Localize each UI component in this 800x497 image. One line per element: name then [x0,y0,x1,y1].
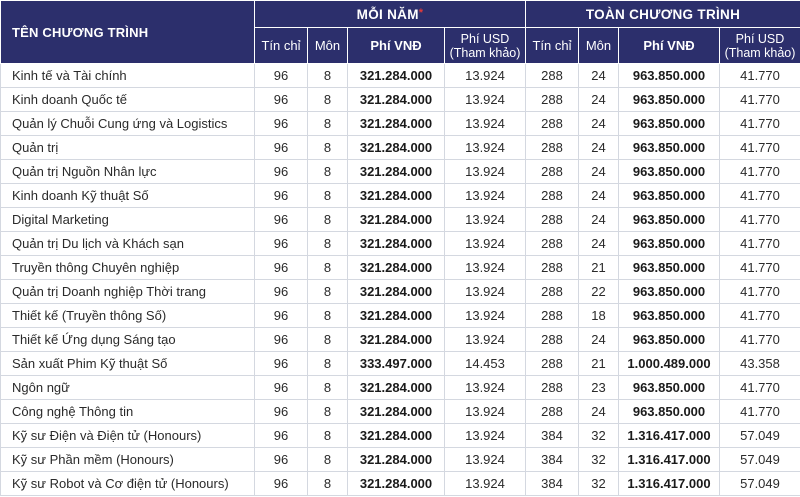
year-fee-usd-cell: 13.924 [445,376,526,400]
program-fee-vnd-cell: 1.316.417.000 [619,448,720,472]
year-courses-cell: 8 [308,448,348,472]
year-fee-usd-cell: 13.924 [445,64,526,88]
table-header [1,1,800,64]
fee-usd-label: Phí USD [735,31,785,46]
program-credits-cell: 288 [526,400,579,424]
table-row [1,448,800,472]
whole-program-header: TOÀN CHƯƠNG TRÌNH [526,1,800,28]
table-row [1,88,800,112]
year-credits-cell: 96 [255,328,308,352]
year-fee-vnd-cell: 321.284.000 [348,64,445,88]
program-fee-usd-cell: 41.770 [720,232,800,256]
year-credits-cell: 96 [255,400,308,424]
program-courses-cell: 24 [579,232,619,256]
per-year-label: MỖI NĂM [356,6,419,22]
table-body [1,64,800,496]
table-row [1,256,800,280]
table-row [1,208,800,232]
year-credits-cell: 96 [255,352,308,376]
program-courses-cell: 24 [579,112,619,136]
program-name-cell: Quản trị Du lịch và Khách sạn [1,232,255,256]
program-courses-cell: 24 [579,64,619,88]
year-fee-usd-cell: 13.924 [445,304,526,328]
program-courses-cell: 21 [579,256,619,280]
year-credits-cell: 96 [255,64,308,88]
program-fee-usd-header [720,28,800,64]
program-credits-cell: 288 [526,64,579,88]
program-credits-cell: 288 [526,352,579,376]
program-fee-usd-cell: 41.770 [720,304,800,328]
program-credits-cell: 384 [526,424,579,448]
program-credits-header: Tín chỉ [526,28,579,64]
year-fee-vnd-cell: 321.284.000 [348,328,445,352]
program-courses-cell: 24 [579,88,619,112]
program-fee-usd-cell: 41.770 [720,184,800,208]
program-credits-cell: 384 [526,448,579,472]
year-credits-cell: 96 [255,184,308,208]
program-courses-cell: 24 [579,400,619,424]
program-fee-usd-cell: 57.049 [720,472,800,496]
program-fee-vnd-cell: 1.316.417.000 [619,424,720,448]
year-credits-cell: 96 [255,256,308,280]
year-courses-cell: 8 [308,208,348,232]
program-fee-usd-cell: 57.049 [720,448,800,472]
year-credits-cell: 96 [255,208,308,232]
year-credits-cell: 96 [255,472,308,496]
program-fee-vnd-cell: 963.850.000 [619,256,720,280]
program-credits-cell: 384 [526,472,579,496]
table-row [1,64,800,88]
year-courses-cell: 8 [308,112,348,136]
program-fee-vnd-cell: 963.850.000 [619,88,720,112]
year-courses-cell: 8 [308,64,348,88]
program-fee-usd-cell: 41.770 [720,160,800,184]
program-fee-usd-cell: 43.358 [720,352,800,376]
program-fee-vnd-cell: 963.850.000 [619,208,720,232]
year-fee-vnd-cell: 321.284.000 [348,448,445,472]
year-courses-cell: 8 [308,328,348,352]
table-row [1,112,800,136]
year-courses-cell: 8 [308,136,348,160]
table-row [1,184,800,208]
program-fee-vnd-cell: 963.850.000 [619,184,720,208]
program-credits-cell: 288 [526,328,579,352]
program-credits-cell: 288 [526,232,579,256]
program-credits-cell: 288 [526,280,579,304]
year-fee-usd-cell: 13.924 [445,280,526,304]
year-fee-vnd-cell: 321.284.000 [348,472,445,496]
program-credits-cell: 288 [526,160,579,184]
program-fee-vnd-cell: 963.850.000 [619,112,720,136]
reference-label: (Tham khảo) [449,45,521,60]
year-credits-header: Tín chỉ [255,28,308,64]
year-credits-cell: 96 [255,424,308,448]
year-fee-usd-cell: 13.924 [445,256,526,280]
program-fee-usd-cell: 41.770 [720,400,800,424]
year-fee-vnd-cell: 321.284.000 [348,136,445,160]
year-credits-cell: 96 [255,280,308,304]
program-credits-cell: 288 [526,112,579,136]
table-row [1,400,800,424]
program-name-cell: Công nghệ Thông tin [1,400,255,424]
year-fee-usd-header [445,28,526,64]
fee-usd-label: Phí USD [460,31,510,46]
year-credits-cell: 96 [255,304,308,328]
program-fee-usd-cell: 41.770 [720,256,800,280]
year-courses-cell: 8 [308,256,348,280]
program-name-cell: Kỹ sư Robot và Cơ điện tử (Honours) [1,472,255,496]
program-fee-vnd-cell: 1.316.417.000 [619,472,720,496]
per-year-header [255,1,526,28]
year-credits-cell: 96 [255,232,308,256]
year-fee-vnd-cell: 321.284.000 [348,304,445,328]
program-credits-cell: 288 [526,376,579,400]
year-fee-usd-cell: 14.453 [445,352,526,376]
year-fee-vnd-cell: 321.284.000 [348,232,445,256]
year-courses-cell: 8 [308,184,348,208]
program-name-cell: Thiết kế Ứng dụng Sáng tạo [1,328,255,352]
program-courses-cell: 18 [579,304,619,328]
table-row [1,304,800,328]
program-courses-cell: 24 [579,184,619,208]
program-courses-cell: 23 [579,376,619,400]
year-fee-usd-cell: 13.924 [445,208,526,232]
program-credits-cell: 288 [526,208,579,232]
year-fee-vnd-cell: 321.284.000 [348,400,445,424]
reference-label: (Tham khảo) [724,45,796,60]
program-fee-usd-cell: 57.049 [720,424,800,448]
program-fee-usd-cell: 41.770 [720,328,800,352]
asterisk-mark: * [418,6,424,19]
year-fee-usd-cell: 13.924 [445,112,526,136]
table-row [1,232,800,256]
program-fee-vnd-cell: 963.850.000 [619,328,720,352]
program-fee-usd-cell: 41.770 [720,208,800,232]
program-courses-cell: 24 [579,328,619,352]
program-fee-vnd-cell: 963.850.000 [619,280,720,304]
year-fee-usd-cell: 13.924 [445,232,526,256]
year-courses-cell: 8 [308,424,348,448]
program-credits-cell: 288 [526,256,579,280]
year-fee-vnd-cell: 321.284.000 [348,256,445,280]
year-courses-cell: 8 [308,88,348,112]
program-name-cell: Quản trị Nguồn Nhân lực [1,160,255,184]
year-credits-cell: 96 [255,448,308,472]
year-fee-vnd-cell: 321.284.000 [348,208,445,232]
year-fee-vnd-cell: 321.284.000 [348,424,445,448]
year-courses-cell: 8 [308,232,348,256]
table-row [1,328,800,352]
program-name-cell: Quản trị [1,136,255,160]
year-fee-usd-cell: 13.924 [445,448,526,472]
table-row [1,160,800,184]
program-name-header: TÊN CHƯƠNG TRÌNH [1,1,255,64]
year-credits-cell: 96 [255,112,308,136]
table-row [1,424,800,448]
year-fee-usd-cell: 13.924 [445,136,526,160]
year-fee-usd-cell: 13.924 [445,400,526,424]
program-credits-cell: 288 [526,136,579,160]
year-credits-cell: 96 [255,136,308,160]
program-courses-cell: 24 [579,208,619,232]
year-fee-vnd-cell: 321.284.000 [348,184,445,208]
year-credits-cell: 96 [255,160,308,184]
program-courses-cell: 22 [579,280,619,304]
program-fee-vnd-cell: 963.850.000 [619,304,720,328]
year-courses-header: Môn [308,28,348,64]
program-fee-vnd-cell: 963.850.000 [619,400,720,424]
program-fee-vnd-cell: 963.850.000 [619,64,720,88]
program-fee-vnd-cell: 963.850.000 [619,376,720,400]
program-fee-usd-cell: 41.770 [720,280,800,304]
program-name-cell: Kỹ sư Điện và Điện tử (Honours) [1,424,255,448]
year-fee-vnd-cell: 321.284.000 [348,88,445,112]
program-fee-usd-cell: 41.770 [720,376,800,400]
year-fee-usd-cell: 13.924 [445,424,526,448]
table-row [1,280,800,304]
program-fee-vnd-header: Phí VNĐ [619,28,720,64]
program-name-cell: Kỹ sư Phần mềm (Honours) [1,448,255,472]
year-credits-cell: 96 [255,376,308,400]
program-name-cell: Ngôn ngữ [1,376,255,400]
program-courses-cell: 24 [579,136,619,160]
program-fee-usd-cell: 41.770 [720,64,800,88]
program-name-cell: Sản xuất Phim Kỹ thuật Số [1,352,255,376]
program-name-cell: Quản trị Doanh nghiệp Thời trang [1,280,255,304]
year-courses-cell: 8 [308,280,348,304]
year-fee-vnd-header: Phí VNĐ [348,28,445,64]
year-fee-usd-cell: 13.924 [445,184,526,208]
program-fee-vnd-cell: 963.850.000 [619,232,720,256]
program-name-cell: Kinh tế và Tài chính [1,64,255,88]
program-courses-cell: 32 [579,472,619,496]
program-courses-cell: 24 [579,160,619,184]
program-courses-header: Môn [579,28,619,64]
program-fee-vnd-cell: 963.850.000 [619,136,720,160]
year-fee-usd-cell: 13.924 [445,472,526,496]
program-fee-vnd-cell: 963.850.000 [619,160,720,184]
program-name-cell: Kinh doanh Quốc tế [1,88,255,112]
year-courses-cell: 8 [308,376,348,400]
year-fee-vnd-cell: 321.284.000 [348,112,445,136]
program-name-cell: Quản lý Chuỗi Cung ứng và Logistics [1,112,255,136]
program-name-cell: Truyền thông Chuyên nghiệp [1,256,255,280]
program-courses-cell: 32 [579,424,619,448]
year-courses-cell: 8 [308,472,348,496]
year-courses-cell: 8 [308,304,348,328]
program-fee-vnd-cell: 1.000.489.000 [619,352,720,376]
program-courses-cell: 32 [579,448,619,472]
program-name-cell: Digital Marketing [1,208,255,232]
year-courses-cell: 8 [308,160,348,184]
program-name-cell: Kinh doanh Kỹ thuật Số [1,184,255,208]
year-courses-cell: 8 [308,400,348,424]
year-courses-cell: 8 [308,352,348,376]
year-fee-vnd-cell: 321.284.000 [348,160,445,184]
year-fee-vnd-cell: 333.497.000 [348,352,445,376]
program-credits-cell: 288 [526,304,579,328]
table-row [1,376,800,400]
program-courses-cell: 21 [579,352,619,376]
program-fee-usd-cell: 41.770 [720,136,800,160]
program-fee-usd-cell: 41.770 [720,88,800,112]
program-credits-cell: 288 [526,184,579,208]
year-credits-cell: 96 [255,88,308,112]
year-fee-usd-cell: 13.924 [445,328,526,352]
program-credits-cell: 288 [526,88,579,112]
table-row [1,136,800,160]
table-row [1,472,800,496]
year-fee-vnd-cell: 321.284.000 [348,376,445,400]
year-fee-vnd-cell: 321.284.000 [348,280,445,304]
program-name-cell: Thiết kế (Truyền thông Số) [1,304,255,328]
program-fee-usd-cell: 41.770 [720,112,800,136]
year-fee-usd-cell: 13.924 [445,88,526,112]
table-row [1,352,800,376]
year-fee-usd-cell: 13.924 [445,160,526,184]
